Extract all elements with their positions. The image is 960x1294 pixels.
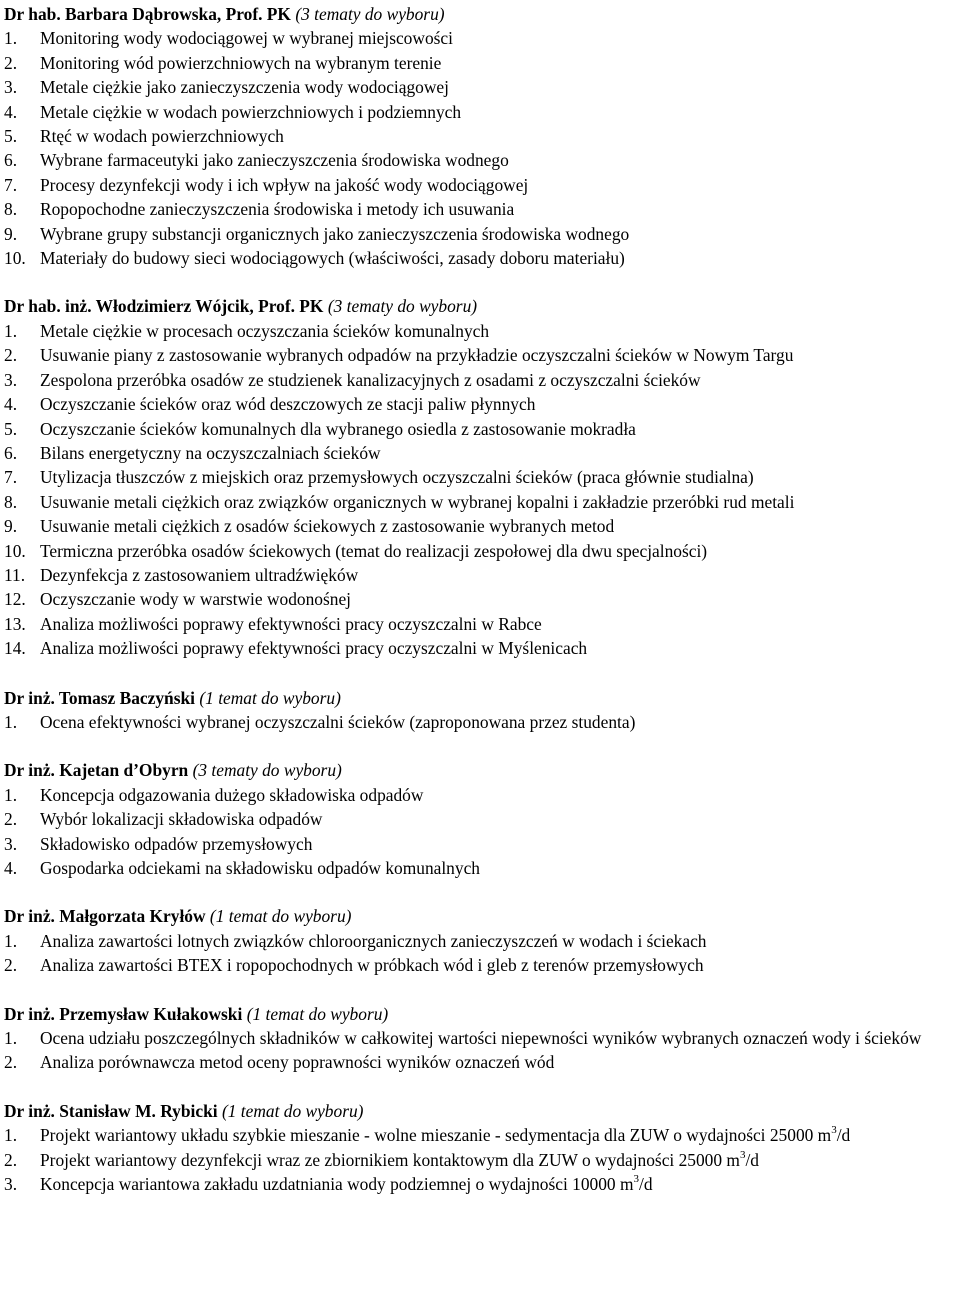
topic-title: Oczyszczanie wody w warstwie wodonośnej [40,589,352,610]
topic-item [4,173,960,197]
topic-number: 6. [4,150,18,171]
topic-item [4,832,960,856]
topic-number: 9. [4,223,18,244]
topic-title: Dezynfekcja z zastosowaniem ultradźwięków [40,564,359,585]
supervisor-section [4,1099,960,1197]
topic-number: 12. [4,589,26,610]
topic-number: 7. [4,174,18,195]
topic-title: Monitoring wody wodociągowej w wybranej miejscowości [40,28,453,49]
topic-item [4,417,960,441]
topic-title: Analiza możliwości poprawy efektywności pracy oczyszczalni w Rabce [40,613,542,634]
topic-item [4,807,960,831]
topic-number: 1. [4,711,18,732]
supervisor-name: Dr hab. Barbara Dąbrowska, Prof. PK [4,4,291,24]
topic-item [4,783,960,807]
topic-title: Analiza możliwości poprawy efektywności pracy oczyszczalni w Myślenicach [40,638,588,659]
topic-count-note: (3 tematy do wyboru) [192,760,342,781]
topic-item [4,222,960,246]
unit-suffix: /d [836,1125,851,1146]
topic-item [4,51,960,75]
topic-item [4,392,960,416]
topic-item [4,1050,960,1074]
topic-number: 14. [4,638,26,659]
topic-count-note: (1 temat do wyboru) [221,1100,364,1121]
topic-number: 4. [4,101,18,122]
topic-title: Zespolona przeróbka osadów ze studzienek kanalizacyjnych z osadami z oczyszczalni ścieków [40,369,701,390]
topic-count-note: (1 temat do wyboru) [246,1003,389,1024]
supervisor-header [4,904,960,928]
topic-item [4,1148,960,1172]
topic-title: Wybór lokalizacji składowiska odpadów [40,809,323,830]
topic-title: Metale ciężkie jako zanieczyszczenia wody wodociągowej [40,77,449,98]
topic-item [4,856,960,880]
topic-title: Utylizacja tłuszczów z miejskich oraz przemysłowych oczyszczalni ścieków (praca głównie studialna) [40,467,754,488]
topic-title: Analiza zawartości lotnych związków chloroorganicznych zanieczyszczeń w wodach i ściekach [40,930,707,951]
topic-title: Projekt wariantowy dezynfekcji wraz ze zbiornikiem kontaktowym dla ZUW o wydajności 25000 m [40,1149,740,1170]
supervisor-name: Dr hab. inż. Włodzimierz Wójcik, Prof. PK [4,296,324,317]
topic-number: 3. [4,369,18,390]
topic-number: 2. [4,809,18,830]
topic-item [4,636,960,660]
topic-number: 2. [4,955,18,976]
topic-item [4,368,960,392]
topic-item [4,612,960,636]
topic-title: Koncepcja wariantowa zakładu uzdatniania wody podziemnej o wydajności 10000 m [40,1174,634,1195]
topic-item [4,75,960,99]
supervisor-section [4,2,960,270]
topic-count-note: (3 tematy do wyboru) [327,296,478,317]
topic-number: 2. [4,52,18,73]
topic-title: Metale ciężkie w procesach oczyszczania ścieków komunalnych [40,320,490,341]
topic-title: Rtęć w wodach powierzchniowych [40,126,284,147]
topic-number: 1. [4,1028,18,1049]
topic-number: 13. [4,613,26,634]
topic-title: Ropopochodne zanieczyszczenia środowiska i metody ich usuwania [40,199,515,220]
topic-number: 4. [4,858,18,878]
topic-item [4,465,960,489]
topic-number: 11. [4,564,26,585]
topic-title: Materiały do budowy sieci wodociągowych (właściwości, zasady doboru materiału) [40,248,625,269]
topic-number: 2. [4,1052,18,1073]
topic-number: 5. [4,418,18,439]
topic-count-note: (3 tematy do wyboru) [295,4,445,24]
topic-number: 8. [4,491,18,512]
topic-count-note: (1 temat do wyboru) [209,906,352,927]
supervisor-name: Dr inż. Przemysław Kułakowski [4,1003,243,1024]
topic-item [4,563,960,587]
topic-number: 7. [4,467,18,488]
topic-title: Termiczna przeróbka osadów ściekowych (temat do realizacji zespołowej dla dwu specjalności) [40,540,708,561]
topic-title: Koncepcja odgazowania dużego składowiska odpadów [40,784,424,805]
supervisor-name: Dr inż. Tomasz Baczyński [4,687,195,708]
topic-number: 1. [4,784,18,805]
topic-title: Usuwanie metali ciężkich oraz związków organicznych w wybranej kopalni i zakładzie przeróbki rud metali [40,491,795,512]
topic-number: 1. [4,1125,18,1146]
topic-item [4,710,960,734]
topic-number: 1. [4,28,18,49]
topic-item [4,197,960,221]
topic-title: Ocena efektywności wybranej oczyszczalni ścieków (zaproponowana przez studenta) [40,711,636,732]
supervisor-header [4,1002,960,1026]
topic-item [4,587,960,611]
topic-item [4,100,960,124]
superscript-unit: 3 [739,1148,746,1161]
topic-title: Usuwanie piany z zastosowanie wybranych odpadów na przykładzie oczyszczalni ścieków w Nowym Targu [40,345,794,366]
topic-number: 5. [4,126,18,147]
topic-title: Procesy dezynfekcji wody i ich wpływ na jakość wody wodociągowej [40,174,529,195]
topic-item [4,319,960,343]
supervisor-header [4,758,960,782]
topic-number: 10. [4,248,26,269]
superscript-unit: 3 [831,1124,837,1137]
topic-number: 3. [4,833,18,854]
topic-item [4,929,960,953]
topic-number: 3. [4,1174,18,1195]
topic-title: Składowisko odpadów przemysłowych [40,833,313,854]
topic-title: Gospodarka odciekami na składowisku odpadów komunalnych [40,858,480,878]
topic-item [4,1026,960,1050]
topic-title: Bilans energetyczny na oczyszczalniach ścieków [40,442,381,463]
supervisor-name: Dr inż. Kajetan d’Obyrn [4,760,189,781]
supervisor-section [4,1002,960,1075]
topic-item [4,514,960,538]
topic-number: 4. [4,394,18,415]
unit-suffix: /d [639,1174,653,1195]
topic-title: Oczyszczanie ścieków oraz wód deszczowych ze stacji paliw płynnych [40,394,536,415]
topic-item [4,1172,960,1196]
topic-title: Projekt wariantowy układu szybkie mieszanie - wolne mieszanie - sedymentacja dla ZUW o wydajności 25000 m [40,1125,832,1146]
topic-title: Analiza porównawcza metod oceny poprawności wyników oznaczeń wód [40,1052,555,1073]
topic-item [4,124,960,148]
unit-suffix: /d [745,1149,759,1170]
topic-number: 1. [4,930,18,951]
topic-number: 9. [4,516,18,537]
supervisor-header [4,294,960,318]
supervisor-header [4,2,960,26]
topic-count-note: (1 temat do wyboru) [199,687,341,708]
topic-item [4,26,960,50]
topic-number: 2. [4,1149,18,1170]
supervisor-section [4,758,960,880]
topic-item [4,490,960,514]
topic-item [4,343,960,367]
topic-number: 3. [4,77,18,98]
topic-item [4,1123,960,1147]
topic-title: Metale ciężkie w wodach powierzchniowych i podziemnych [40,101,462,122]
supervisor-name: Dr inż. Stanisław M. Rybicki [4,1100,218,1121]
topic-item [4,148,960,172]
topic-title: Monitoring wód powierzchniowych na wybranym terenie [40,52,442,73]
topic-title: Oczyszczanie ścieków komunalnych dla wybranego osiedla z zastosowanie mokradła [40,418,636,439]
topic-number: 6. [4,442,18,463]
topic-title: Analiza zawartości BTEX i ropopochodnych w próbkach wód i gleb z terenów przemysłowych [40,955,704,976]
supervisor-header [4,1099,960,1123]
topic-title: Wybrane grupy substancji organicznych jako zanieczyszczenia środowiska wodnego [40,223,630,244]
topic-item [4,246,960,270]
topic-title: Usuwanie metali ciężkich z osadów ściekowych z zastosowanie wybranych metod [40,516,615,537]
supervisor-section [4,904,960,977]
superscript-unit: 3 [633,1173,640,1186]
topic-item [4,441,960,465]
topic-title: Wybrane farmaceutyki jako zanieczyszczenia środowiska wodnego [40,150,509,171]
topic-title: Ocena udziału poszczególnych składników w całkowitej wartości niepewności wyników wybranych oznaczeń wody i ścieków [40,1028,922,1049]
supervisor-name: Dr inż. Małgorzata Kryłów [4,906,206,927]
topic-number: 8. [4,199,18,220]
topic-number: 1. [4,320,18,341]
topic-item [4,539,960,563]
topic-item [4,953,960,977]
supervisor-section [4,686,960,735]
topic-number: 10. [4,540,26,561]
topic-number: 2. [4,345,18,366]
supervisor-section [4,294,960,660]
supervisor-header [4,686,960,710]
